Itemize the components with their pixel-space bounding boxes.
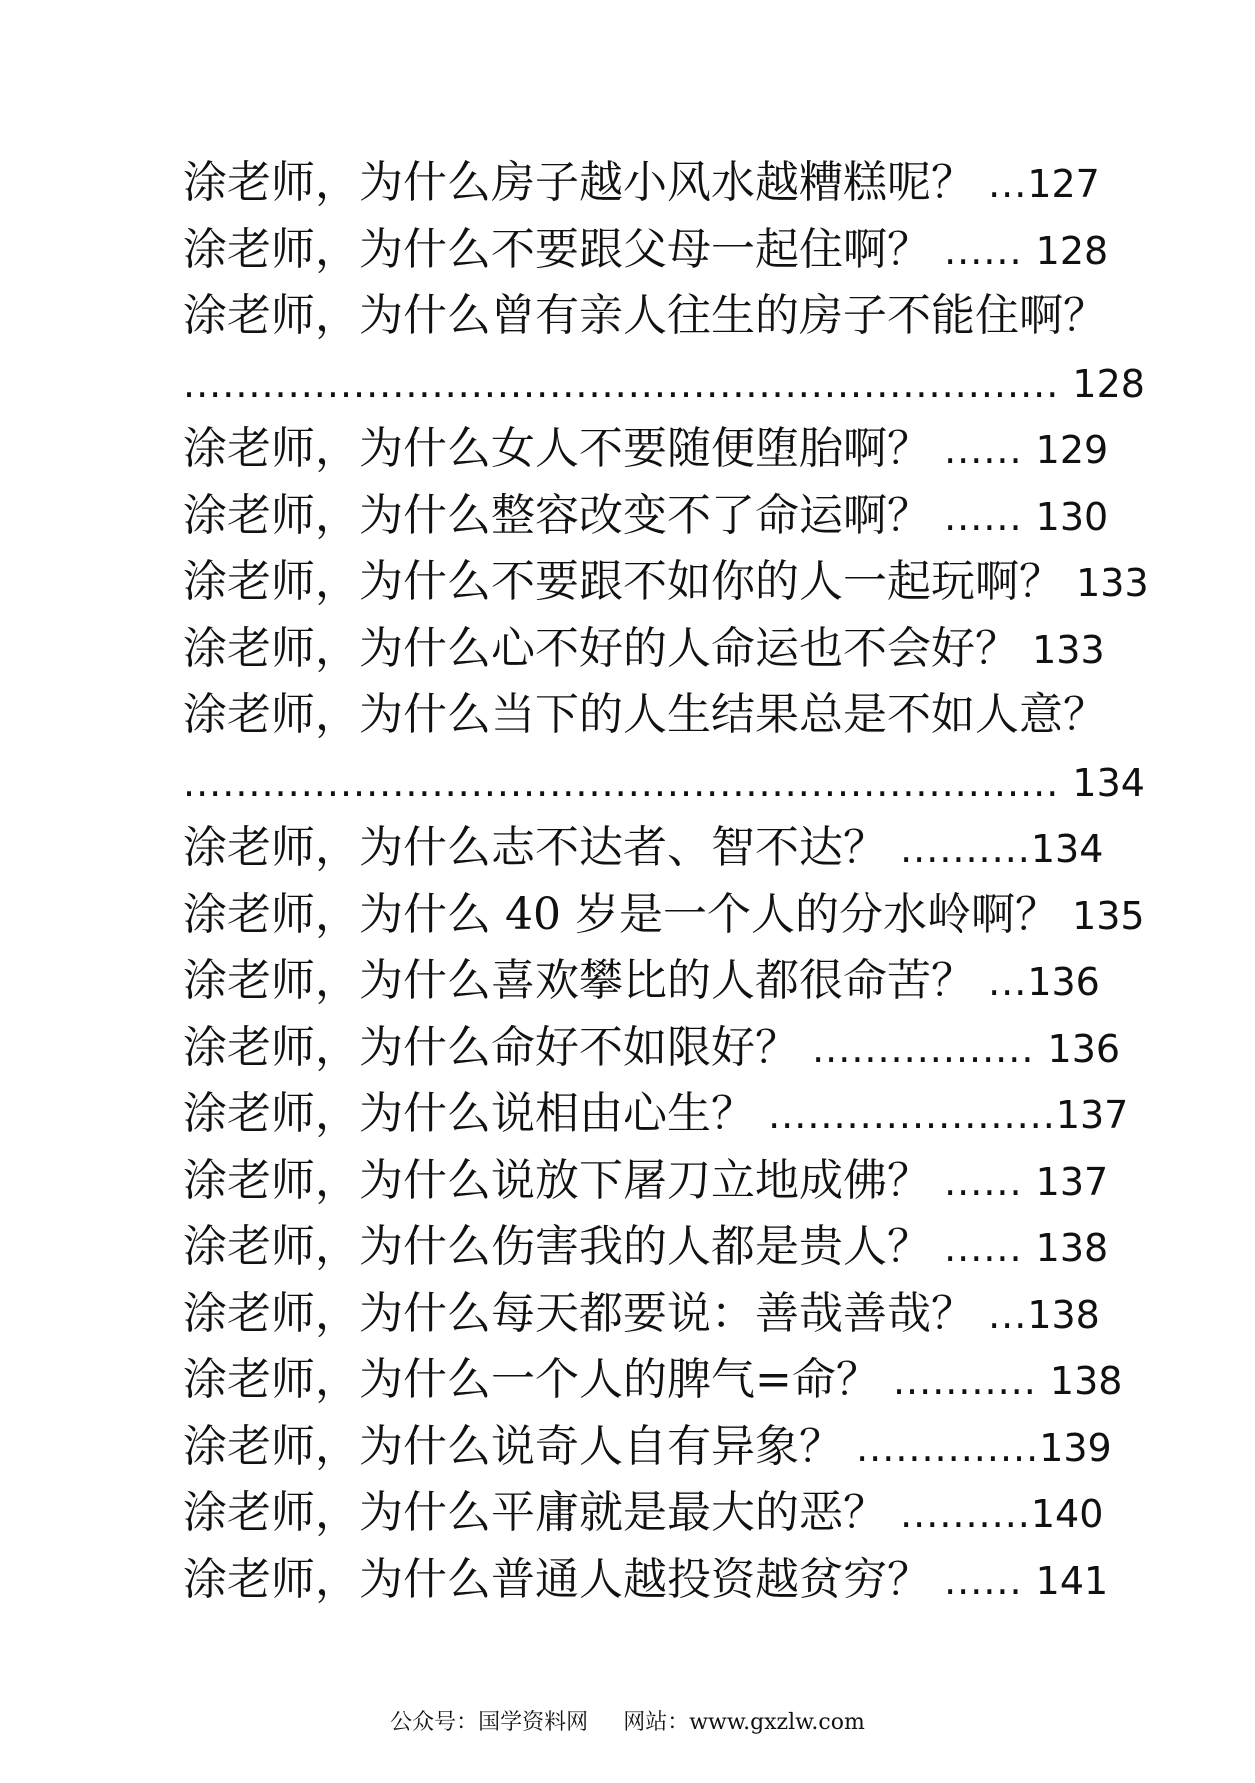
toc-entry xyxy=(183,350,1183,417)
toc-entry-page-number: 136 xyxy=(1047,1026,1121,1071)
toc-entry-page-number: 127 xyxy=(1027,162,1100,206)
toc-entry-page-number: 138 xyxy=(1027,1292,1100,1337)
toc-entry-title: 涂老师，为什么整容改变不了命运啊？ xyxy=(183,489,931,541)
toc-entry xyxy=(183,882,1183,949)
toc-entry-title: 涂老师，为什么当下的人生结果总是不如人意？ xyxy=(183,689,1107,740)
toc-entry-leader: .......... xyxy=(887,827,1031,871)
toc-entry-leader xyxy=(1059,894,1072,938)
toc-entry xyxy=(183,1414,1183,1481)
toc-entry-leader: ... xyxy=(975,960,1028,1004)
table-of-contents xyxy=(183,150,1183,1613)
toc-entry xyxy=(183,217,1183,284)
toc-entry xyxy=(183,1148,1183,1215)
toc-entry xyxy=(183,483,1183,550)
toc-entry-page-number: 141 xyxy=(1035,1558,1109,1603)
toc-entry-title: 涂老师，为什么曾有亲人往生的房子不能住啊？ xyxy=(183,290,1107,341)
toc-entry-title: 涂老师，为什么 40 岁是一个人的分水岭啊？ xyxy=(183,888,1059,940)
toc-entry-page-number: 134 xyxy=(1072,760,1145,805)
toc-entry-title: 涂老师，为什么房子越小风水越糟糕呢？ xyxy=(183,157,975,208)
toc-entry-leader: ................................................................... xyxy=(183,361,1073,406)
toc-entry-title: 涂老师，为什么说放下屠刀立地成佛？ xyxy=(183,1154,931,1206)
toc-entry-title: 涂老师，为什么命好不如限好？ xyxy=(183,1021,799,1073)
page-footer xyxy=(0,1705,1255,1736)
toc-entry-leader: ...... xyxy=(931,494,1036,539)
toc-entry-leader: ...................... xyxy=(755,1093,1056,1137)
toc-entry-leader: ...... xyxy=(931,228,1036,273)
toc-entry xyxy=(183,1015,1183,1082)
toc-entry-title: 涂老师，为什么不要跟父母一起住啊？ xyxy=(183,223,931,275)
toc-entry-page-number: 133 xyxy=(1032,627,1105,672)
toc-entry-page-number: 128 xyxy=(1035,228,1109,273)
toc-entry-leader: ... xyxy=(975,162,1028,206)
toc-entry-leader xyxy=(1063,561,1076,605)
footer-account: 公众号：国学资料网 xyxy=(390,1710,589,1735)
toc-entry-page-number: 130 xyxy=(1035,494,1109,539)
toc-entry xyxy=(183,549,1183,616)
toc-entry-page-number: 138 xyxy=(1049,1359,1123,1403)
toc-entry-page-number: 140 xyxy=(1030,1492,1104,1536)
toc-entry xyxy=(183,1347,1183,1414)
toc-entry-page-number: 128 xyxy=(1072,361,1145,406)
toc-entry xyxy=(183,1281,1183,1348)
toc-entry-page-number: 138 xyxy=(1035,1226,1109,1270)
toc-entry-leader: ...... xyxy=(931,1558,1036,1603)
toc-entry-title: 涂老师，为什么志不达者、智不达？ xyxy=(183,822,887,873)
toc-entry xyxy=(183,1081,1183,1148)
toc-entry-leader: .............. xyxy=(843,1425,1040,1470)
toc-entry xyxy=(183,616,1183,683)
toc-entry-title: 涂老师，为什么女人不要随便堕胎啊？ xyxy=(183,423,931,474)
toc-entry xyxy=(183,749,1183,816)
toc-entry-title: 涂老师，为什么说奇人自有异象？ xyxy=(183,1420,843,1472)
toc-entry xyxy=(183,1547,1183,1614)
toc-entry-leader xyxy=(1019,628,1032,672)
toc-entry xyxy=(183,948,1183,1015)
toc-entry-title: 涂老师，为什么不要跟不如你的人一起玩啊？ xyxy=(183,556,1063,607)
toc-entry-page-number: 139 xyxy=(1039,1425,1112,1470)
toc-entry-leader: ...... xyxy=(931,1159,1036,1204)
toc-entry-leader: ................. xyxy=(799,1026,1048,1071)
toc-entry-title: 涂老师，为什么平庸就是最大的恶？ xyxy=(183,1487,887,1538)
toc-entry-title: 涂老师，为什么一个人的脾气=命？ xyxy=(183,1354,880,1405)
toc-entry-leader: ...... xyxy=(931,428,1036,472)
toc-entry-title: 涂老师，为什么喜欢攀比的人都很命苦？ xyxy=(183,955,975,1006)
toc-entry-title: 涂老师，为什么说相由心生？ xyxy=(183,1088,755,1139)
toc-entry xyxy=(183,1480,1183,1547)
toc-entry-leader: ................................................................... xyxy=(183,760,1073,805)
toc-entry-page-number: 134 xyxy=(1030,827,1104,871)
toc-entry-title: 涂老师，为什么心不好的人命运也不会好？ xyxy=(183,622,1019,674)
toc-entry xyxy=(183,416,1183,483)
toc-entry-page-number: 136 xyxy=(1027,960,1100,1004)
footer-website: 网站：www.gxzlw.com xyxy=(623,1710,865,1735)
toc-entry-title: 涂老师，为什么普通人越投资越贫穷？ xyxy=(183,1553,931,1605)
toc-entry-page-number: 133 xyxy=(1076,561,1149,605)
toc-entry-leader: ... xyxy=(975,1292,1028,1337)
toc-entry-page-number: 135 xyxy=(1072,893,1145,938)
toc-entry-page-number: 137 xyxy=(1055,1093,1129,1137)
toc-entry-leader: ........... xyxy=(879,1359,1050,1403)
toc-entry xyxy=(183,283,1183,350)
toc-entry-title: 涂老师，为什么伤害我的人都是贵人？ xyxy=(183,1221,931,1272)
toc-entry-leader: ...... xyxy=(931,1226,1036,1270)
toc-entry-page-number: 137 xyxy=(1035,1159,1109,1204)
toc-entry xyxy=(183,815,1183,882)
toc-entry xyxy=(183,1214,1183,1281)
toc-entry-title: 涂老师，为什么每天都要说：善哉善哉？ xyxy=(183,1287,975,1339)
toc-entry xyxy=(183,682,1183,749)
toc-entry xyxy=(183,150,1183,217)
toc-entry-leader: .......... xyxy=(887,1492,1031,1536)
toc-entry-page-number: 129 xyxy=(1035,428,1109,472)
